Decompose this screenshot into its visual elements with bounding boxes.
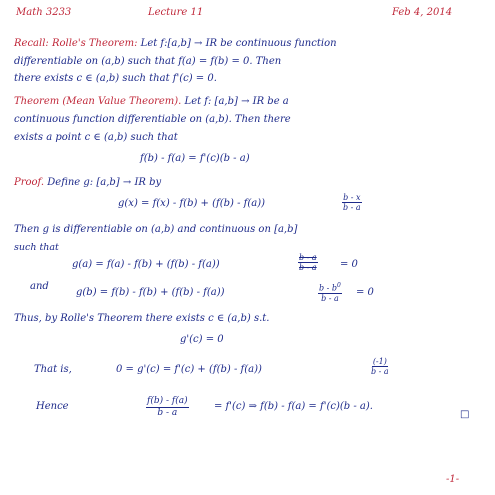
course-title: Math 3233 xyxy=(16,7,72,18)
theorem-line-2: continuous function differentiable on (a,b). Then there xyxy=(14,114,291,125)
gb-result: = 0 xyxy=(356,287,374,298)
lecture-title: Lecture 11 xyxy=(148,7,204,18)
recall-text-1: Let f:[a,b] → IR be continuous function xyxy=(140,38,337,49)
recall-line-3: there exists c ∈ (a,b) such that f'(c) = 0. xyxy=(14,73,217,84)
hence-fraction xyxy=(146,396,189,419)
gb-numerator xyxy=(318,281,342,294)
hence-denominator: b - a xyxy=(157,408,178,418)
g-definition-fraction xyxy=(342,193,362,212)
then-line: Then g is differentiable on (a,b) and continuous on [a,b] xyxy=(14,224,298,235)
that-is: That is, xyxy=(34,364,72,375)
gb-equation: g(b) = f(b) - f(b) + (f(b) - f(a)) xyxy=(76,287,225,298)
proof-line-1 xyxy=(14,177,161,188)
ga-equation: g(a) = f(a) - f(b) + (f(b) - f(a)) xyxy=(72,259,220,270)
recall-line-1 xyxy=(14,38,337,49)
gb-fraction xyxy=(318,281,342,303)
hence-conclusion: = f'(c) ⇒ f(b) - f(a) = f'(c)(b - a). xyxy=(214,401,373,412)
hence-word: Hence xyxy=(36,401,69,412)
ga-fraction xyxy=(298,253,318,272)
proof-label: Proof. xyxy=(14,177,45,188)
that-is-fraction xyxy=(370,357,390,376)
gb-zero-mark: 0 xyxy=(337,282,341,289)
mvt-equation: f(b) - f(a) = f'(c)(b - a) xyxy=(140,153,250,164)
date: Feb 4, 2014 xyxy=(392,7,453,18)
gb-denominator: b - a xyxy=(321,293,339,303)
that-is-equation: 0 = g'(c) = f'(c) + (f(b) - f(a)) xyxy=(116,364,262,375)
theorem-line-1 xyxy=(14,96,289,107)
hence-numerator: f(b) - f(a) xyxy=(147,396,188,406)
theorem-label: Theorem (Mean Value Theorem). xyxy=(14,96,182,107)
recall-line-2: differentiable on (a,b) such that f(a) = f(b) = 0. Then xyxy=(14,56,282,67)
proof-define: Define g: [a,b] → IR by xyxy=(47,177,162,188)
g-definition: g(x) = f(x) - f(b) + (f(b) - f(a)) xyxy=(118,198,266,209)
ga-denominator: b - a xyxy=(299,263,317,272)
qed-symbol: □ xyxy=(460,409,470,420)
that-is-denominator: b - a xyxy=(371,367,389,376)
such-that: such that xyxy=(14,242,59,253)
recall-label: Recall: Rolle's Theorem: xyxy=(14,38,138,49)
ga-result: = 0 xyxy=(340,259,358,270)
page-number: -1- xyxy=(446,474,460,485)
and-word: and xyxy=(30,281,49,292)
g-def-numerator: b - x xyxy=(343,193,361,202)
theorem-line-3: exists a point c ∈ (a,b) such that xyxy=(14,132,178,143)
thus-line: Thus, by Rolle's Theorem there exists c ∈ (a,b) s.t. xyxy=(14,313,270,324)
gprime-equation: g'(c) = 0 xyxy=(180,334,224,345)
ga-numerator: b - a xyxy=(299,253,317,262)
that-is-numerator: (-1) xyxy=(372,357,387,366)
gb-numerator-text: b - b xyxy=(319,283,338,293)
g-def-denominator: b - a xyxy=(343,203,361,212)
theorem-text-1: Let f: [a,b] → IR be a xyxy=(184,96,289,107)
